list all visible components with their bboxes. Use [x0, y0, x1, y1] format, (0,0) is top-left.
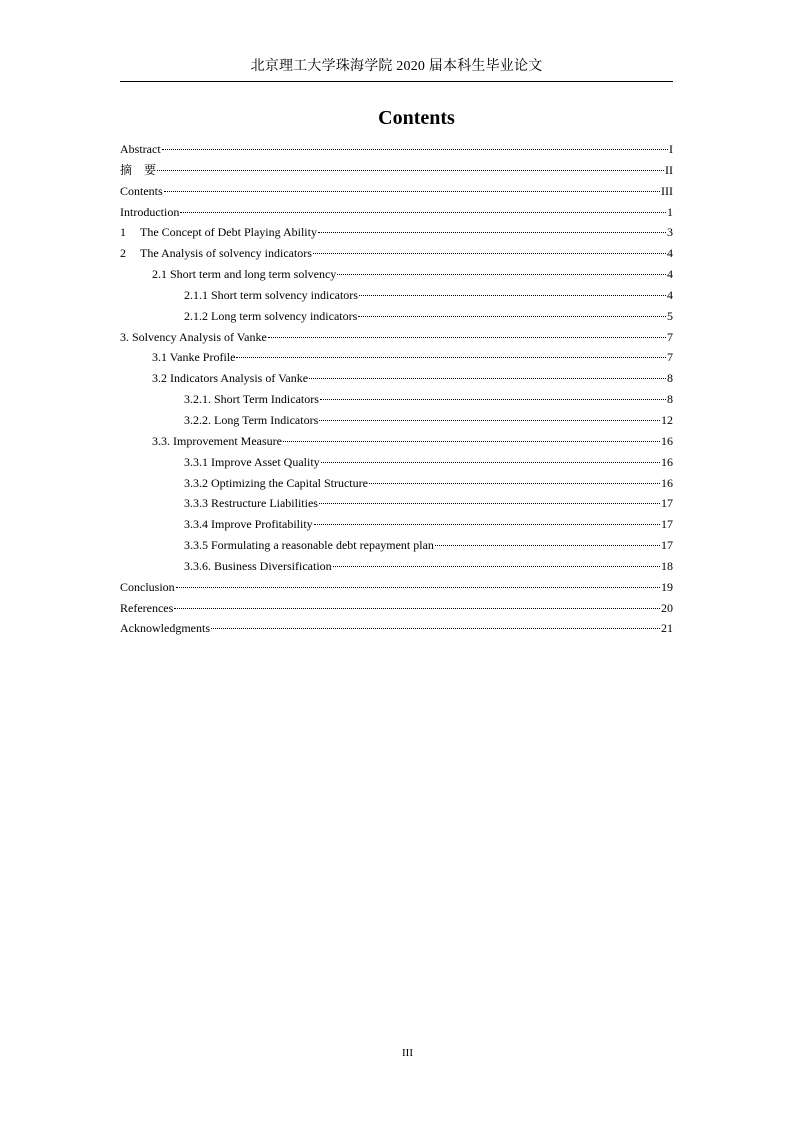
toc-entry-text: The Concept of Debt Playing Ability — [140, 225, 317, 240]
dot-leader — [283, 440, 660, 442]
toc-entry[interactable] — [120, 181, 673, 202]
toc-entry-label — [120, 202, 179, 223]
toc-entry-text: 3.3.6. Business Diversification — [184, 558, 332, 573]
toc-entry-page: 20 — [661, 600, 673, 615]
toc-entry-label — [152, 264, 336, 285]
toc-entry-text: The Analysis of solvency indicators — [140, 246, 312, 261]
toc-entry-text: Conclusion — [120, 579, 175, 594]
toc-entry-text: 2.1.1 Short term solvency indicators — [184, 287, 358, 302]
toc-entry-label — [184, 514, 313, 535]
toc-list — [120, 139, 673, 639]
toc-entry[interactable] — [120, 410, 673, 431]
toc-entry[interactable] — [120, 618, 673, 639]
toc-entry-text: Acknowledgments — [120, 621, 210, 636]
toc-entry-page: 17 — [661, 517, 673, 532]
dot-leader — [318, 231, 666, 233]
toc-entry-page: 4 — [667, 287, 673, 302]
toc-entry-label — [184, 285, 358, 306]
toc-entry-page: III — [661, 183, 673, 198]
dot-leader — [162, 148, 668, 150]
dot-leader — [321, 461, 660, 463]
toc-entry-text: Introduction — [120, 204, 180, 219]
dot-leader — [319, 502, 660, 504]
toc-entry-text: 2.1.2 Long term solvency indicators — [184, 308, 358, 323]
dot-leader — [337, 273, 666, 275]
toc-entry[interactable] — [120, 243, 673, 264]
toc-entry[interactable] — [120, 368, 673, 389]
toc-entry-number: 1 — [120, 225, 126, 240]
dot-leader — [164, 190, 660, 192]
toc-entry[interactable] — [120, 264, 673, 285]
toc-entry-text: 2.1 Short term and long term solvency — [152, 267, 337, 282]
toc-entry-label — [120, 222, 317, 243]
toc-entry-page: 7 — [667, 350, 673, 365]
toc-entry-text: 3.3.5 Formulating a reasonable debt repayment plan — [184, 538, 434, 553]
dot-leader — [157, 169, 664, 171]
toc-entry-text: 3.2.2. Long Term Indicators — [184, 412, 319, 427]
toc-entry-label — [152, 347, 235, 368]
toc-entry-page: 7 — [667, 329, 673, 344]
dot-leader — [369, 482, 660, 484]
toc-entry[interactable] — [120, 202, 673, 223]
toc-entry-text: 3.2 Indicators Analysis of Vanke — [152, 371, 309, 386]
toc-entry-text: 3.3.3 Restructure Liabilities — [184, 496, 318, 511]
toc-entry-label — [152, 368, 308, 389]
toc-entry[interactable] — [120, 577, 673, 598]
toc-entry-page: 18 — [661, 558, 673, 573]
toc-entry[interactable] — [120, 598, 673, 619]
toc-entry-label — [120, 618, 210, 639]
toc-entry-text: 3.3.1 Improve Asset Quality — [184, 454, 320, 469]
toc-entry-label — [184, 473, 368, 494]
toc-title: Contents — [378, 107, 455, 129]
dot-leader — [314, 523, 660, 525]
toc-entry-label — [184, 556, 332, 577]
toc-entry-label — [184, 306, 357, 327]
dot-leader — [320, 398, 666, 400]
dot-leader — [180, 211, 666, 213]
toc-entry-label — [120, 598, 173, 619]
dot-leader — [359, 294, 666, 296]
toc-entry-page: 8 — [667, 371, 673, 386]
toc-entry-page: 16 — [661, 433, 673, 448]
toc-entry-label — [184, 535, 434, 556]
toc-entry-page: 17 — [661, 496, 673, 511]
toc-entry-label — [184, 410, 318, 431]
toc-entry[interactable] — [120, 389, 673, 410]
toc-entry-page: 16 — [661, 475, 673, 490]
toc-entry-label — [120, 160, 156, 181]
dot-leader — [268, 336, 666, 338]
dot-leader — [313, 252, 666, 254]
toc-entry-label — [120, 181, 163, 202]
toc-entry-text: 3.1 Vanke Profile — [152, 350, 236, 365]
toc-entry-number: 2 — [120, 246, 126, 261]
toc-entry[interactable] — [120, 285, 673, 306]
toc-entry-page: 4 — [667, 246, 673, 261]
toc-entry-page: 8 — [667, 392, 673, 407]
toc-entry-page: 1 — [667, 204, 673, 219]
toc-entry-text: 3.3.4 Improve Profitability — [184, 517, 313, 532]
toc-entry-label — [120, 327, 267, 348]
toc-entry-text: 3.3.2 Optimizing the Capital Structure — [184, 475, 368, 490]
toc-entry-label — [120, 243, 312, 264]
toc-entry-page: 3 — [667, 225, 673, 240]
toc-entry-page: 12 — [661, 412, 673, 427]
dot-leader — [176, 586, 660, 588]
toc-entry-page: 17 — [661, 538, 673, 553]
toc-entry[interactable] — [120, 222, 673, 243]
toc-entry[interactable] — [120, 431, 673, 452]
toc-entry[interactable] — [120, 327, 673, 348]
running-header: 北京理工大学珠海学院 2020 届本科生毕业论文 — [250, 59, 543, 74]
dot-leader — [174, 607, 660, 609]
dot-leader — [358, 315, 666, 317]
toc-entry-page: 21 — [661, 621, 673, 636]
toc-entry[interactable] — [120, 535, 673, 556]
dot-leader — [319, 419, 660, 421]
dot-leader — [236, 356, 666, 358]
toc-entry-text: 3.3. Improvement Measure — [152, 433, 282, 448]
toc-entry-text: 3. Solvency Analysis of Vanke — [120, 329, 267, 344]
toc-entry[interactable] — [120, 452, 673, 473]
toc-entry[interactable] — [120, 493, 673, 514]
toc-entry-label — [120, 139, 161, 160]
header-rule — [120, 81, 673, 82]
toc-entry-text: Abstract — [120, 142, 161, 156]
dot-leader — [211, 627, 660, 629]
toc-entry-text: 摘 要 — [120, 162, 157, 177]
dot-leader — [435, 544, 660, 546]
dot-leader — [333, 565, 660, 567]
dot-leader — [309, 377, 666, 379]
toc-entry-page: 19 — [661, 579, 673, 594]
page-number: III — [402, 1047, 413, 1059]
toc-entry-page: 16 — [661, 454, 673, 469]
toc-entry-label — [184, 452, 320, 473]
toc-entry-text: 3.2.1. Short Term Indicators — [184, 392, 319, 407]
toc-entry-label — [184, 389, 319, 410]
toc-entry-page: 5 — [667, 308, 673, 323]
toc-entry-label — [120, 577, 175, 598]
toc-entry-page: 4 — [667, 267, 673, 282]
toc-entry[interactable] — [120, 556, 673, 577]
toc-entry[interactable] — [120, 473, 673, 494]
toc-entry-page: I — [669, 142, 673, 156]
toc-entry[interactable] — [120, 306, 673, 327]
toc-entry-text: Contents — [120, 183, 163, 198]
toc-entry-text: References — [120, 600, 174, 615]
toc-entry-page: II — [665, 162, 673, 177]
toc-entry[interactable] — [120, 139, 673, 160]
toc-entry-label — [184, 493, 318, 514]
toc-entry-label — [152, 431, 282, 452]
toc-entry[interactable] — [120, 347, 673, 368]
toc-entry[interactable] — [120, 160, 673, 181]
toc-entry[interactable] — [120, 514, 673, 535]
